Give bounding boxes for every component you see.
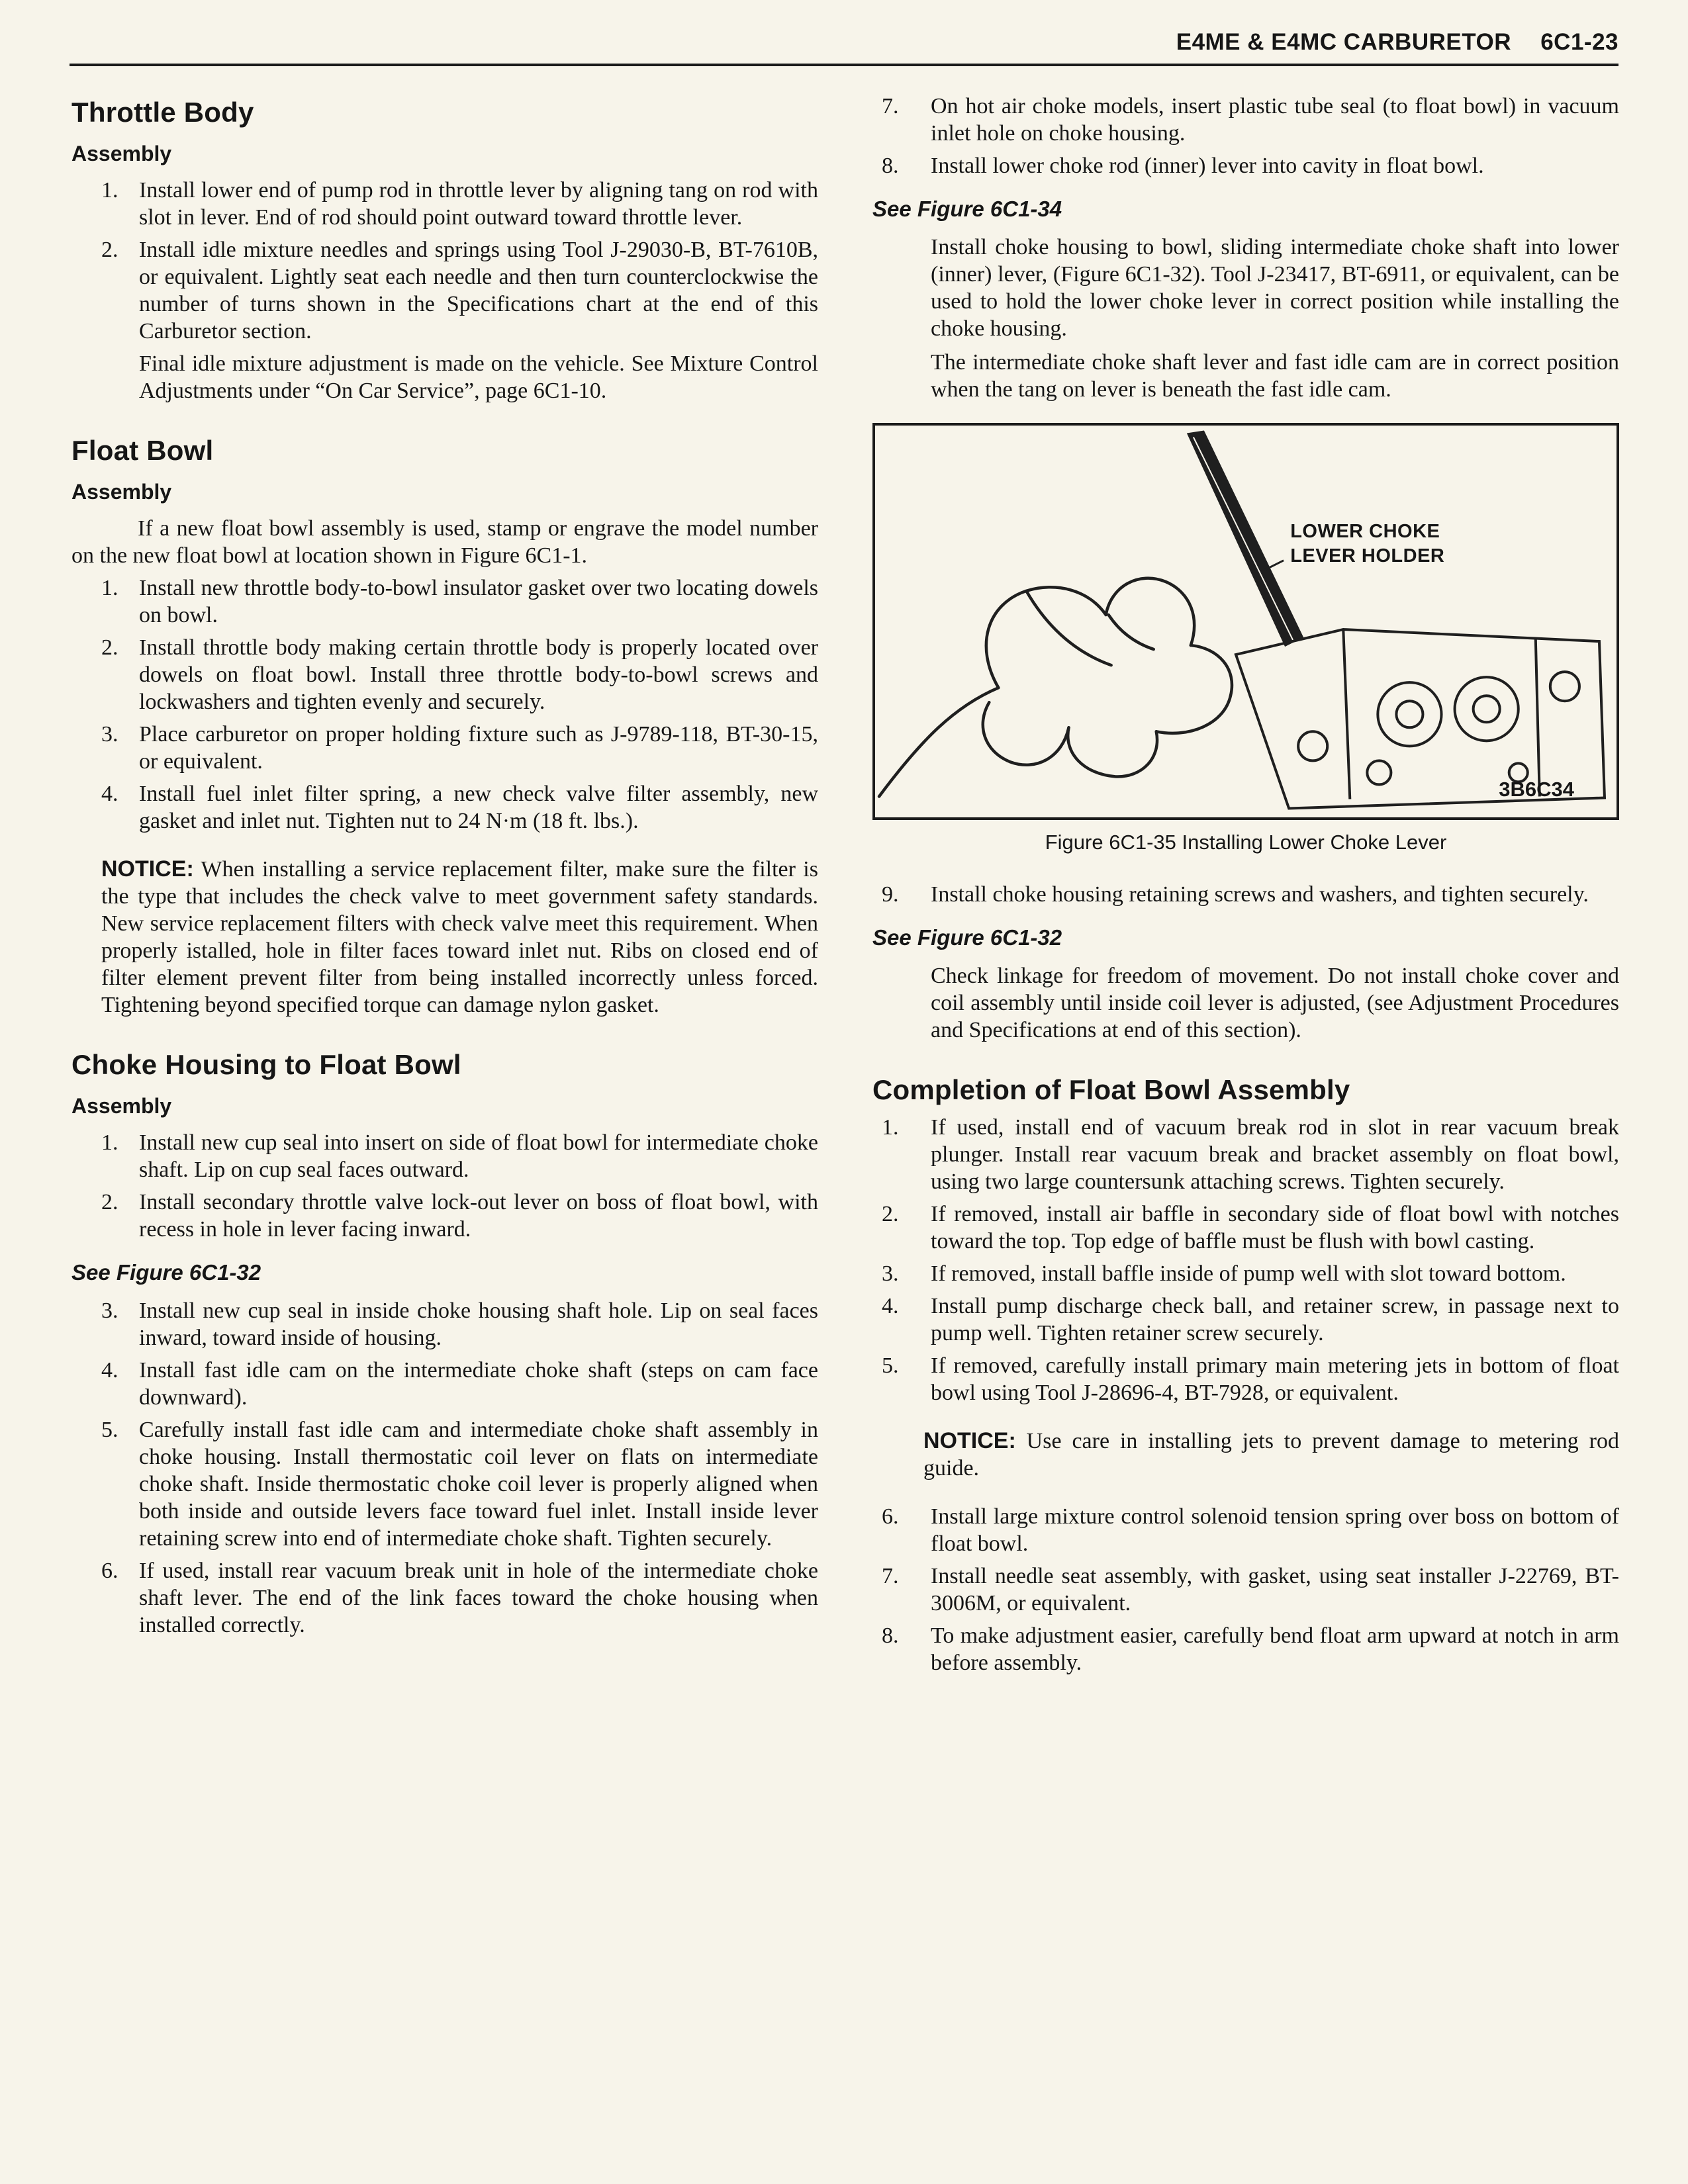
figure-label-line2: LEVER HOLDER [1290,545,1445,567]
list-item-text: Install new throttle body-to-bowl insulator gasket over two locating dowels on bowl. [139,576,818,627]
sub-heading-assembly: Assembly [71,1094,172,1118]
paragraph: Install choke housing to bowl, sliding intermediate choke shaft into lower (inner) lever, (Figure 6C1-32). Tool J-23417, BT-6911, or equivalent, can be used to hold the lower choke lever in correct position while installing the choke housing. [931,235,1619,341]
list-item [872,1260,1619,1287]
see-figure-reference: See Figure 6C1-34 [872,197,1062,221]
list-item-number: 2. [882,1202,899,1226]
list-item-number: 1. [101,576,118,600]
list-item-number: 2. [101,1190,118,1214]
figure-illustration [875,426,1617,817]
list-item-text: Install idle mixture needles and springs using Tool J-29030-B, BT-7610B, or equivalent. Lightly seat each needle and then turn counterclockwise the number of turns shown in the Specifications chart at the end of this Carburetor section. [139,238,818,343]
section-heading-throttle-body: Throttle Body [71,97,254,128]
list-item [872,93,1619,147]
list-item-number: 3. [101,1298,118,1323]
tool-illustration [1187,430,1303,647]
list-item-text: Install new cup seal in inside choke housing shaft hole. Lip on seal faces inward, toward inside of housing. [139,1298,818,1350]
notice [101,856,818,1019]
list-item-number: 1. [882,1115,899,1140]
list-item-number: 5. [882,1353,899,1378]
list-item [872,1352,1619,1406]
notice-label: NOTICE: [101,856,194,882]
list-item [872,1503,1619,1557]
list-item-text: If used, install end of vacuum break rod in slot in rear vacuum break plunger. Install rear vacuum break and bracket assembly on float bowl, using two large countersunk attaching screws. Tighten securely. [931,1115,1619,1194]
list-item [71,721,818,775]
list-item-text: Install large mixture control solenoid tension spring over boss on bottom of float bowl. [931,1504,1619,1556]
list-item-number: 6. [101,1559,118,1583]
list-item-number: 1. [101,1130,118,1155]
list-item [71,1297,818,1351]
list-item [71,780,818,835]
list-item-text: If used, install rear vacuum break unit in hole of the intermediate choke shaft lever. The end of the link faces toward the choke housing when installed correctly. [139,1559,818,1637]
page-header [70,29,1618,56]
list-item-number: 2. [101,635,118,660]
header-title: E4ME & E4MC CARBURETOR [1176,29,1511,55]
list-item [872,152,1619,179]
list-item-text: If removed, install air baffle in secondary side of float bowl with notches toward the top. Top edge of baffle must be flush with bowl casting. [931,1202,1619,1253]
left-column [71,93,818,1644]
sub-heading-assembly: Assembly [71,480,172,504]
section-heading-float-bowl: Float Bowl [71,435,214,466]
list-item [872,1622,1619,1676]
paragraph: The intermediate choke shaft lever and fast idle cam are in correct position when the tang on lever is beneath the fast idle cam. [931,350,1619,402]
sub-heading-assembly: Assembly [71,142,172,165]
list-item-number: 5. [101,1418,118,1442]
list-item-text: If removed, carefully install primary main metering jets in bottom of float bowl using Tool J-28696-4, BT-7928, or equivalent. [931,1353,1619,1405]
list-item-number: 2. [101,238,118,262]
see-figure-reference: See Figure 6C1-32 [71,1260,261,1285]
list-item-number: 4. [882,1294,899,1318]
list-item [71,574,818,629]
list-item-text: Install fuel inlet filter spring, a new check valve filter assembly, new gasket and inlet nut. Tighten nut to 24 N·m (18 ft. lbs.). [139,782,818,833]
notice-text: When installing a service replacement filter, make sure the filter is the type that includes the check valve to meet government safety standards. New service replacement filters with check valve meet this requirement. When properly istalled, hole in filter faces toward inlet nut. Ribs on closed end of filter element prevent filter from being installed incorrectly unless forced. Tightening beyond specified torque can damage nylon gasket. [101,857,818,1017]
list-item-text: To make adjustment easier, carefully bend float arm upward at notch in arm before assembly. [931,1623,1619,1675]
list-item [872,1293,1619,1347]
list-item-number: 8. [882,1623,899,1648]
list-item-text: Carefully install fast idle cam and intermediate choke shaft assembly in choke housing. Install thermostatic coil lever on flats on intermediate choke shaft. Inside thermostatic choke coil lever is properly aligned when both inside and outside levers face toward fuel inlet. Install inside lever retaining screw into end of intermediate choke shaft. Tighten securely. [139,1418,818,1551]
figure-label [1290,520,1444,569]
list-item-text: On hot air choke models, insert plastic tube seal (to float bowl) in vacuum inlet hole on choke housing. [931,94,1619,146]
list-item [872,881,1619,908]
see-figure-reference: See Figure 6C1-32 [872,925,1062,950]
intro-paragraph: If a new float bowl assembly is used, stamp or engrave the model number on the new float bowl at location shown in Figure 6C1-1. [71,516,818,568]
list-item-number: 7. [882,1564,899,1588]
header-rule [70,64,1618,66]
list-item [71,1557,818,1639]
figure-caption: Figure 6C1-35 Installing Lower Choke Lever [1045,831,1447,854]
list-item-number: 3. [101,722,118,747]
list-item-text: Install lower choke rod (inner) lever into cavity in float bowl. [931,154,1484,178]
list-item [71,236,818,345]
list-item [71,1416,818,1552]
figure-label-line1: LOWER CHOKE [1290,521,1440,543]
list-item-number: 7. [882,94,899,118]
list-item-number: 4. [101,1358,118,1383]
list-item-continuation: Final idle mixture adjustment is made on the vehicle. See Mixture Control Adjustments under “On Car Service”, page 6C1-10. [139,351,818,403]
list-item [872,1114,1619,1195]
list-item-text: Install needle seat assembly, with gasket, using seat installer J-22769, BT-3006M, or equivalent. [931,1564,1619,1615]
notice-text: Use care in installing jets to prevent damage to metering rod guide. [923,1429,1619,1480]
list-item [71,1357,818,1411]
list-item-text: If removed, install baffle inside of pump well with slot toward bottom. [931,1261,1566,1286]
list-item-number: 9. [882,882,899,907]
list-item-number: 8. [882,154,899,178]
list-item [872,1563,1619,1617]
list-item-text: Install new cup seal into insert on side of float bowl for intermediate choke shaft. Lip on cup seal faces outward. [139,1130,818,1182]
section-heading-completion: Completion of Float Bowl Assembly [872,1074,1350,1105]
figure-6c1-35 [872,423,1619,820]
header-page-number: 6C1-23 [1540,29,1618,55]
list-item-text: Install choke housing retaining screws and washers, and tighten securely. [931,882,1589,907]
list-item-text: Place carburetor on proper holding fixture such as J-9789-118, BT-30-15, or equivalent. [139,722,818,774]
list-item [71,1129,818,1183]
notice [923,1428,1619,1482]
right-column [872,93,1619,1682]
list-item [71,177,818,231]
list-item [71,634,818,715]
list-item-number: 6. [882,1504,899,1529]
paragraph: Check linkage for freedom of movement. Do not install choke cover and coil assembly until inside coil lever is adjusted, (see Adjustment Procedures and Specifications at end of this section). [931,964,1619,1042]
hand-illustration [879,578,1232,797]
list-item-text: Install lower end of pump rod in throttle lever by aligning tang on rod with slot in lever. End of rod should point outward toward throttle lever. [139,178,818,230]
list-item-text: Install fast idle cam on the intermediate choke shaft (steps on cam face downward). [139,1358,818,1410]
list-item-text: Install throttle body making certain throttle body is properly located over dowels on float bowl. Install three throttle body-to-bowl screws and lockwashers and tighten evenly and securely. [139,635,818,714]
list-item-text: Install secondary throttle valve lock-out lever on boss of float bowl, with recess in hole in lever facing inward. [139,1190,818,1242]
figure-code: 3B6C34 [1499,778,1574,801]
list-item [71,1189,818,1243]
list-item-text: Install pump discharge check ball, and retainer screw, in passage next to pump well. Tighten retainer screw securely. [931,1294,1619,1345]
notice-label: NOTICE: [923,1428,1016,1453]
section-heading-choke-housing: Choke Housing to Float Bowl [71,1049,461,1080]
list-item-number: 1. [101,178,118,203]
list-item-number: 4. [101,782,118,806]
list-item-number: 3. [882,1261,899,1286]
list-item [872,1201,1619,1255]
